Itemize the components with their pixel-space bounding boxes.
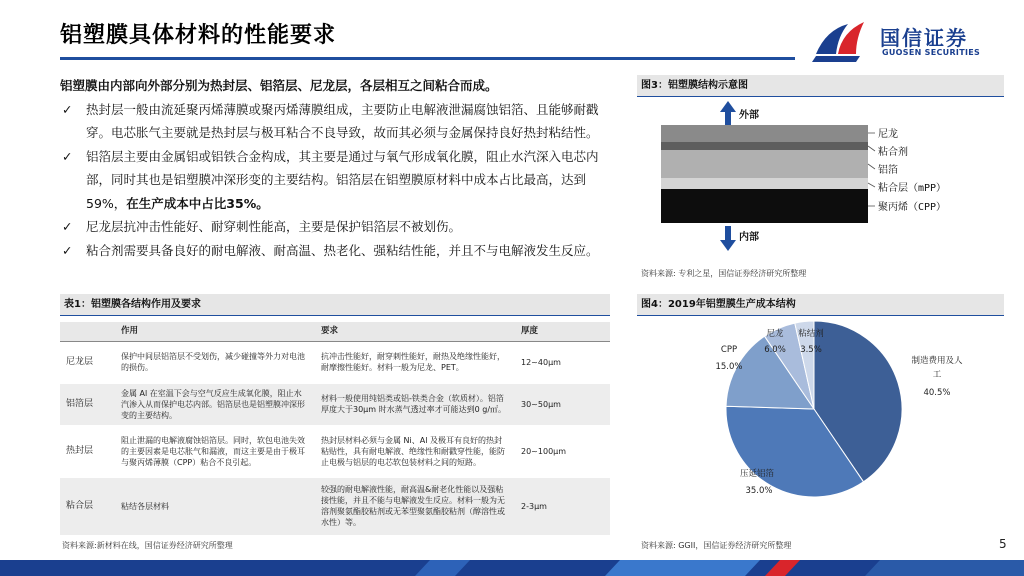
page-title: 铝塑膜具体材料的性能要求 (60, 23, 337, 48)
row-name: 铝箔层 (60, 383, 115, 425)
table-row (60, 425, 610, 477)
bullet-adhesive (60, 239, 615, 263)
bullet-heat-seal (60, 98, 615, 145)
label-inner: 内部 (739, 232, 759, 243)
row-requirement: 材料一般使用纯铝类或铝-铁类合金（软质材）。铝箔厚度大于30μm 时水蒸气透过率才可能达到0 g/㎡。 (315, 383, 515, 425)
intro-lead: 铝塑膜由内部向外部分别为热封层、铝箔层、尼龙层，各层相互之间粘合而成。 (60, 78, 498, 93)
row-requirement: 热封层材料必须与金属 Ni、Al 及极耳有良好的热封粘贴性，具有耐电解液、绝缘性和耐戳穿性能，能防止电极与铝层的电芯软包装材料之间的短路。 (315, 425, 515, 477)
bullet-text: 粘合剂需要具备良好的耐电解液、耐高温、热老化、强粘结性能，并且不与电解液发生反应。 (86, 242, 599, 258)
row-role: 保护中间层铝箔层不受划伤，减少碰撞等外力对电池的损伤。 (115, 341, 315, 383)
fig3-header: 图3：铝塑膜结构示意图 (637, 75, 1004, 97)
bullet-aluminum-foil (60, 145, 615, 216)
footer-stripe (0, 560, 1024, 576)
column-header: 厚度 (515, 322, 610, 341)
slice-label: CPP (720, 345, 738, 355)
slice-value: 6.0% (764, 345, 786, 355)
logo-english-name: GUOSEN SECURITIES (882, 48, 981, 57)
guosen-logo-icon (812, 14, 876, 64)
slice-value: 3.5% (800, 345, 822, 355)
row-name: 热封层 (60, 425, 115, 477)
bullet-text: 热封层一般由流延聚丙烯薄膜或聚丙烯薄膜组成，主要防止电解液泄漏腐蚀铝箔、且能够耐戳穿。电芯胀气主要就是热封层与极耳粘合不良导致，故而其必须与金属保持良好热封粘结性。 (86, 101, 599, 140)
check-icon: ✓ (62, 219, 73, 234)
bullet-text: 尼龙层抗冲击性能好、耐穿刺性能高，主要是保护铝箔层不被划伤。 (86, 219, 462, 234)
column-header (60, 322, 115, 341)
table-row (60, 383, 610, 425)
layer-aluminum (661, 150, 868, 178)
bullet-text: 铝箔层主要由金属铝或铝铁合金构成，其主要是通过与氧气形成氧化膜，阻止水汽深入电芯内部，同时其也是铝塑膜冲深形变的主要结构。铝箔层在铝塑膜原材料中成本占比最高，达到59%， (86, 148, 599, 211)
fig4-header: 图4：2019年铝塑膜生产成本结构 (637, 294, 1004, 316)
table1-header: 表1：铝塑膜各结构作用及要求 (60, 294, 610, 316)
layer-structure-diagram (637, 98, 1017, 266)
cost-structure-pie-chart (637, 318, 1007, 518)
slice-value: 40.5% (923, 388, 951, 398)
row-role: 金属 Al 在室温下会与空气反应生成氧化膜，阻止水汽渗入从而保护电芯内部。铝箔层也是铝塑膜冲深形变的主要结构。 (115, 383, 315, 425)
row-requirement: 较强的耐电解液性能，耐高温&耐老化性能以及强粘接性能，并且不能与电解液发生反应。材料一般为无溶剂聚氨酯胶粘剂或无苯型聚氨酯胶粘剂（醇溶性或水性）等。 (315, 477, 515, 535)
layer-label: 粘合层（mPP） (878, 183, 947, 194)
row-thickness: 12~40μm (515, 341, 610, 383)
slice-label: 尼龙 (766, 329, 784, 339)
check-icon: ✓ (62, 148, 73, 164)
fig3-source: 资料来源: 专利之星，国信证券经济研究所整理 (641, 269, 807, 278)
layer-cpp (661, 189, 868, 223)
table-row (60, 341, 610, 383)
layer-adhesive (661, 142, 868, 150)
table1-source: 资料来源:新材料在线，国信证券经济研究所整理 (62, 541, 233, 550)
slice-value: 35.0% (745, 486, 773, 496)
layer-label: 聚丙烯（CPP） (878, 202, 947, 213)
layer-label: 铝箔 (878, 165, 898, 176)
table-row (60, 477, 610, 535)
row-role: 阻止泄漏的电解液腐蚀铝箔层。同时，软包电池失效的主要因素是电芯胀气和漏液，而这主要是由于极耳与聚丙烯薄膜（CPP）粘合不良引起。 (115, 425, 315, 477)
slice-value: 15.0% (715, 362, 743, 372)
layer-nylon (661, 125, 868, 142)
leader-lines (868, 133, 875, 206)
row-name: 粘合层 (60, 477, 115, 535)
arrow-up-icon (720, 101, 736, 126)
label-outer: 外部 (739, 110, 759, 121)
slice-label: 粘结剂 (798, 329, 824, 339)
slice-label: 压延铝箔 (739, 469, 775, 479)
row-requirement: 抗冲击性能好，耐穿刺性能好，耐热及绝缘性能好，耐摩擦性能好。材料一般为尼龙、PET。 (315, 341, 515, 383)
layer-label: 尼龙 (878, 129, 898, 140)
row-thickness: 20~100μm (515, 425, 610, 477)
slice-label: 制造费用及人工 (911, 356, 963, 380)
table-header-row (60, 322, 610, 341)
company-logo (812, 14, 1012, 64)
layer-mpp (661, 178, 868, 189)
structure-table (60, 322, 610, 536)
row-thickness: 2-3μm (515, 477, 610, 535)
check-icon: ✓ (62, 242, 73, 258)
row-role: 粘结各层材料 (115, 477, 315, 535)
row-thickness: 30~50μm (515, 383, 610, 425)
bullet-nylon (60, 215, 615, 239)
title-underline (60, 57, 795, 60)
column-header: 要求 (315, 322, 515, 341)
intro-text (60, 74, 615, 262)
page-number: 5 (999, 537, 1007, 551)
column-header: 作用 (115, 322, 315, 341)
check-icon: ✓ (62, 101, 73, 117)
bullet-bold-text: 在生产成本中占比35%。 (126, 195, 269, 211)
logo-chinese-name: 国信证券 (880, 26, 968, 50)
fig4-source: 资料来源: GGII，国信证券经济研究所整理 (641, 541, 792, 550)
layer-label: 粘合剂 (878, 147, 908, 158)
row-name: 尼龙层 (60, 341, 115, 383)
arrow-down-icon (720, 226, 736, 251)
